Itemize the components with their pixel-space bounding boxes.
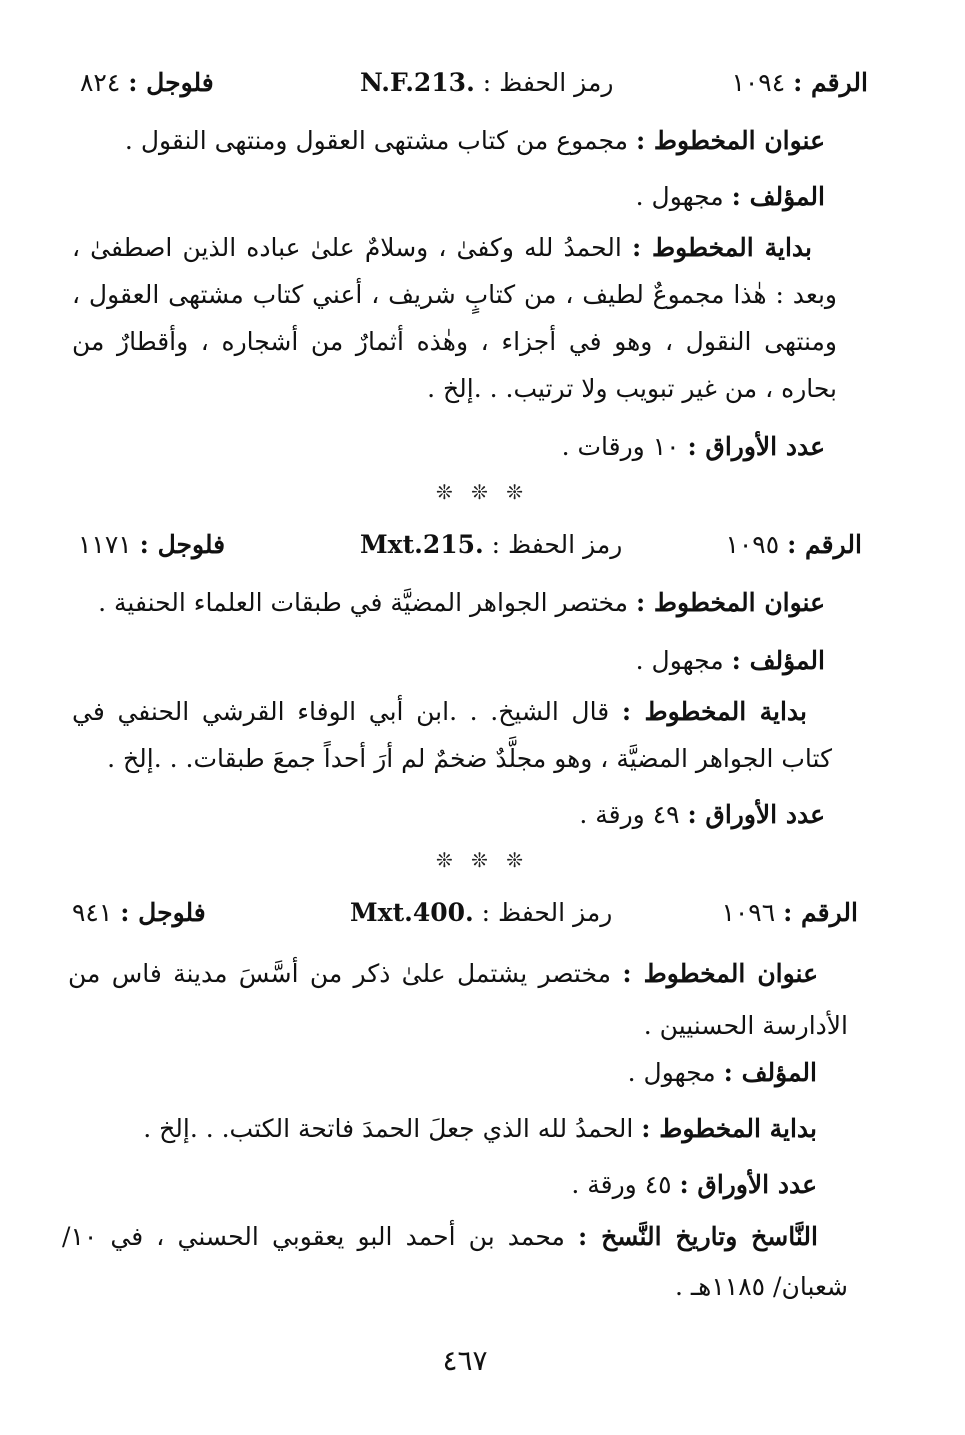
entry-number: الرقم : ١٠٩٤ — [731, 68, 868, 97]
entry-header — [60, 898, 870, 938]
manuscript-author: المؤلف : مجهول . — [635, 646, 825, 675]
manuscript-title: عنوان المخطوط : مختصر يشتمل علىٰ ذكر من أسَّسَ مدينة فاس من الأدارسة الحسنيين . — [68, 959, 848, 1040]
manuscript-title: عنوان المخطوط : مختصر الجواهر المضيَّة في طبقات العلماء الحنفية . — [98, 588, 825, 617]
manuscript-incipit: بداية المخطوط : الحمدُ لله وكفىٰ ، وسلامٌ علىٰ عباده الذين اصطفىٰ ، وبعد : هٰذا مجموعٌ لطيف ، من كتابٍ شريف ، أعني كتاب مشتهى العقول ، ومنتهى النقول ، وهو في أجزاء ، وهٰذه أثمارٌ من أشجاره ، وأقطارٌ من بحاره ، من غير تبويب ولا ترتيب. . .إلخ . — [72, 233, 837, 403]
section-separator: ❊ ❊ ❊ — [436, 848, 529, 872]
flugel-number: فلوجل : ٨٢٤ — [80, 68, 214, 97]
entry-header — [60, 530, 870, 570]
shelfmark: رمز الحفظ : Mxt.215. — [360, 530, 623, 559]
entry-number: الرقم : ١٠٩٦ — [721, 898, 858, 927]
shelfmark: رمز الحفظ : Mxt.400. — [350, 898, 613, 927]
shelfmark: رمز الحفظ : N.F.213. — [360, 68, 614, 97]
copyist-and-date: النَّاسخ وتاريخ النَّسخ : محمد بن أحمد البو يعقوبي الحسني ، في ١٠/ شعبان/ ١١٨٥هـ . — [62, 1222, 848, 1301]
section-separator: ❊ ❊ ❊ — [436, 480, 529, 504]
manuscript-incipit: بداية المخطوط : الحمدُ لله الذي جعلَ الحمدَ فاتحة الكتب. . .إلخ . — [143, 1114, 817, 1143]
flugel-number: فلوجل : ١١٧١ — [78, 530, 226, 559]
manuscript-author: المؤلف : مجهول . — [627, 1058, 817, 1087]
flugel-number: فلوجل : ٩٤١ — [72, 898, 206, 927]
page-number: ٤٦٧ — [442, 1344, 488, 1377]
folio-count: عدد الأوراق : ٤٥ ورقة . — [571, 1170, 817, 1199]
folio-count: عدد الأوراق : ١٠ ورقات . — [561, 432, 825, 461]
manuscript-title: عنوان المخطوط : مجموع من كتاب مشتهى العقول ومنتهى النقول . — [124, 126, 825, 155]
entry-header — [60, 68, 870, 108]
folio-count: عدد الأوراق : ٤٩ ورقة . — [579, 800, 825, 829]
entry-number: الرقم : ١٠٩٥ — [725, 530, 862, 559]
manuscript-incipit: بداية المخطوط : قال الشيخ. . .ابن أبي الوفاء القرشي الحنفي في كتاب الجواهر المضيَّة ، وهو مجلَّدٌ ضخمٌ لم أرَ أحداً جمعَ طبقات. . .إلخ . — [72, 697, 832, 773]
manuscript-author: المؤلف : مجهول . — [635, 182, 825, 211]
